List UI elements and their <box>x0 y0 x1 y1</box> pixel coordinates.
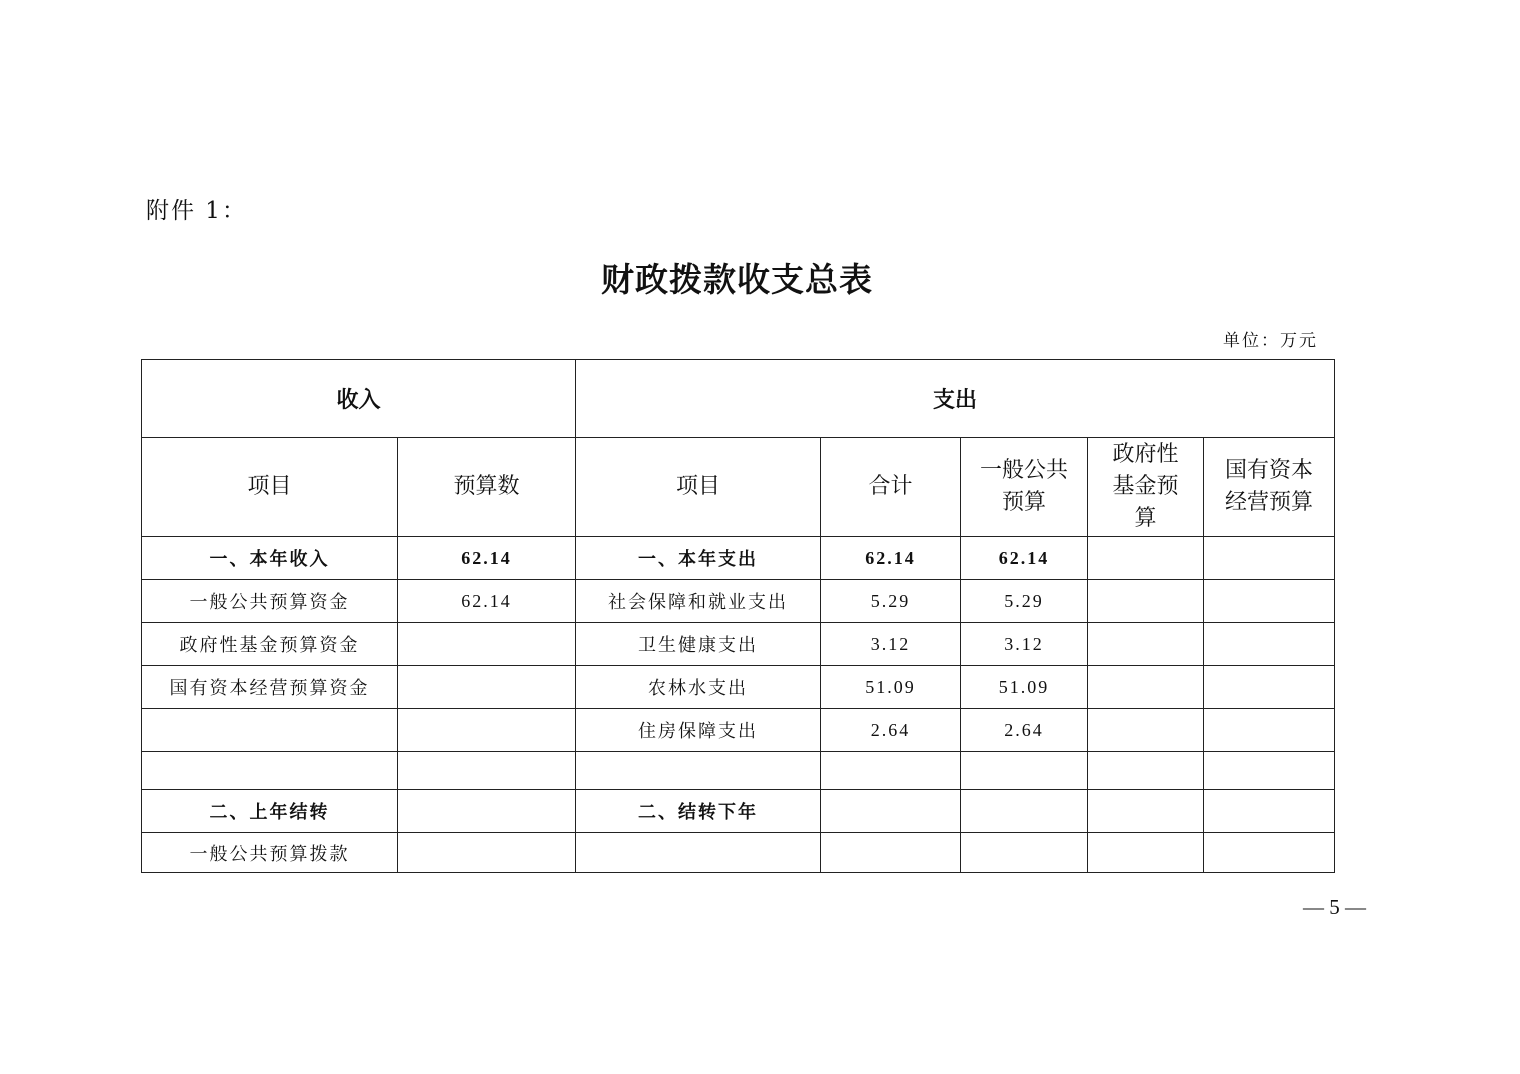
state-capital-budget-cell <box>1204 790 1335 833</box>
income-budget-cell <box>398 623 576 666</box>
income-budget-cell: 62.14 <box>398 537 576 580</box>
page-number: — 5 — <box>1303 895 1366 919</box>
income-item-cell <box>142 709 398 752</box>
table-row <box>142 833 1335 873</box>
page-title: 财政拨款收支总表 <box>601 260 873 299</box>
income-item-cell: 二、上年结转 <box>142 790 398 833</box>
table-row <box>142 790 1335 833</box>
expense-item-cell: 社会保障和就业支出 <box>576 580 821 623</box>
table-row <box>142 537 1335 580</box>
general-budget-cell <box>961 752 1088 790</box>
income-budget-cell <box>398 666 576 709</box>
total-cell <box>821 752 961 790</box>
income-budget-cell <box>398 833 576 873</box>
expense-section-header: 支出 <box>576 360 1335 438</box>
income-item-cell: 一般公共预算拨款 <box>142 833 398 873</box>
col-general-budget <box>961 438 1088 537</box>
income-item-cell: 一、本年收入 <box>142 537 398 580</box>
fund-budget-cell <box>1088 790 1204 833</box>
table-row <box>142 580 1335 623</box>
table-row <box>142 752 1335 790</box>
expense-item-cell: 一、本年支出 <box>576 537 821 580</box>
finance-table <box>141 359 1335 873</box>
total-cell: 2.64 <box>821 709 961 752</box>
fund-budget-cell <box>1088 537 1204 580</box>
expense-item-cell: 农林水支出 <box>576 666 821 709</box>
state-capital-budget-cell <box>1204 580 1335 623</box>
col-state-capital-budget-label: 国有资本经营预算 <box>1225 458 1314 515</box>
col-total: 合计 <box>821 438 961 537</box>
general-budget-cell: 62.14 <box>961 537 1088 580</box>
unit-label: 单位：万元 <box>1223 331 1318 351</box>
expense-item-cell: 卫生健康支出 <box>576 623 821 666</box>
fund-budget-cell <box>1088 666 1204 709</box>
income-budget-cell: 62.14 <box>398 580 576 623</box>
expense-item-cell: 住房保障支出 <box>576 709 821 752</box>
state-capital-budget-cell <box>1204 623 1335 666</box>
general-budget-cell <box>961 790 1088 833</box>
col-income-budget: 预算数 <box>398 438 576 537</box>
table-row <box>142 623 1335 666</box>
fund-budget-cell <box>1088 752 1204 790</box>
income-budget-cell <box>398 752 576 790</box>
state-capital-budget-cell <box>1204 833 1335 873</box>
state-capital-budget-cell <box>1204 537 1335 580</box>
income-item-cell <box>142 752 398 790</box>
general-budget-cell <box>961 833 1088 873</box>
state-capital-budget-cell <box>1204 752 1335 790</box>
general-budget-cell: 2.64 <box>961 709 1088 752</box>
income-item-cell: 政府性基金预算资金 <box>142 623 398 666</box>
total-cell <box>821 790 961 833</box>
general-budget-cell: 5.29 <box>961 580 1088 623</box>
income-budget-cell <box>398 790 576 833</box>
col-fund-budget-label: 政府性基金预算 <box>1112 442 1179 531</box>
col-expense-item: 项目 <box>576 438 821 537</box>
total-cell <box>821 833 961 873</box>
state-capital-budget-cell <box>1204 709 1335 752</box>
income-section-header: 收入 <box>142 360 576 438</box>
state-capital-budget-cell <box>1204 666 1335 709</box>
fund-budget-cell <box>1088 709 1204 752</box>
general-budget-cell: 3.12 <box>961 623 1088 666</box>
section-header-row <box>142 360 1335 438</box>
total-cell: 3.12 <box>821 623 961 666</box>
col-general-budget-label: 一般公共预算 <box>980 458 1069 515</box>
table-row <box>142 666 1335 709</box>
fund-budget-cell <box>1088 623 1204 666</box>
income-budget-cell <box>398 709 576 752</box>
fund-budget-cell <box>1088 833 1204 873</box>
column-header-row <box>142 438 1335 537</box>
col-state-capital-budget <box>1204 438 1335 537</box>
fund-budget-cell <box>1088 580 1204 623</box>
col-fund-budget <box>1088 438 1204 537</box>
income-item-cell: 国有资本经营预算资金 <box>142 666 398 709</box>
total-cell: 5.29 <box>821 580 961 623</box>
expense-item-cell <box>576 833 821 873</box>
total-cell: 62.14 <box>821 537 961 580</box>
attachment-label: 附件 1： <box>146 198 247 224</box>
general-budget-cell: 51.09 <box>961 666 1088 709</box>
col-income-item: 项目 <box>142 438 398 537</box>
expense-item-cell <box>576 752 821 790</box>
income-item-cell: 一般公共预算资金 <box>142 580 398 623</box>
total-cell: 51.09 <box>821 666 961 709</box>
table-row <box>142 709 1335 752</box>
expense-item-cell: 二、结转下年 <box>576 790 821 833</box>
